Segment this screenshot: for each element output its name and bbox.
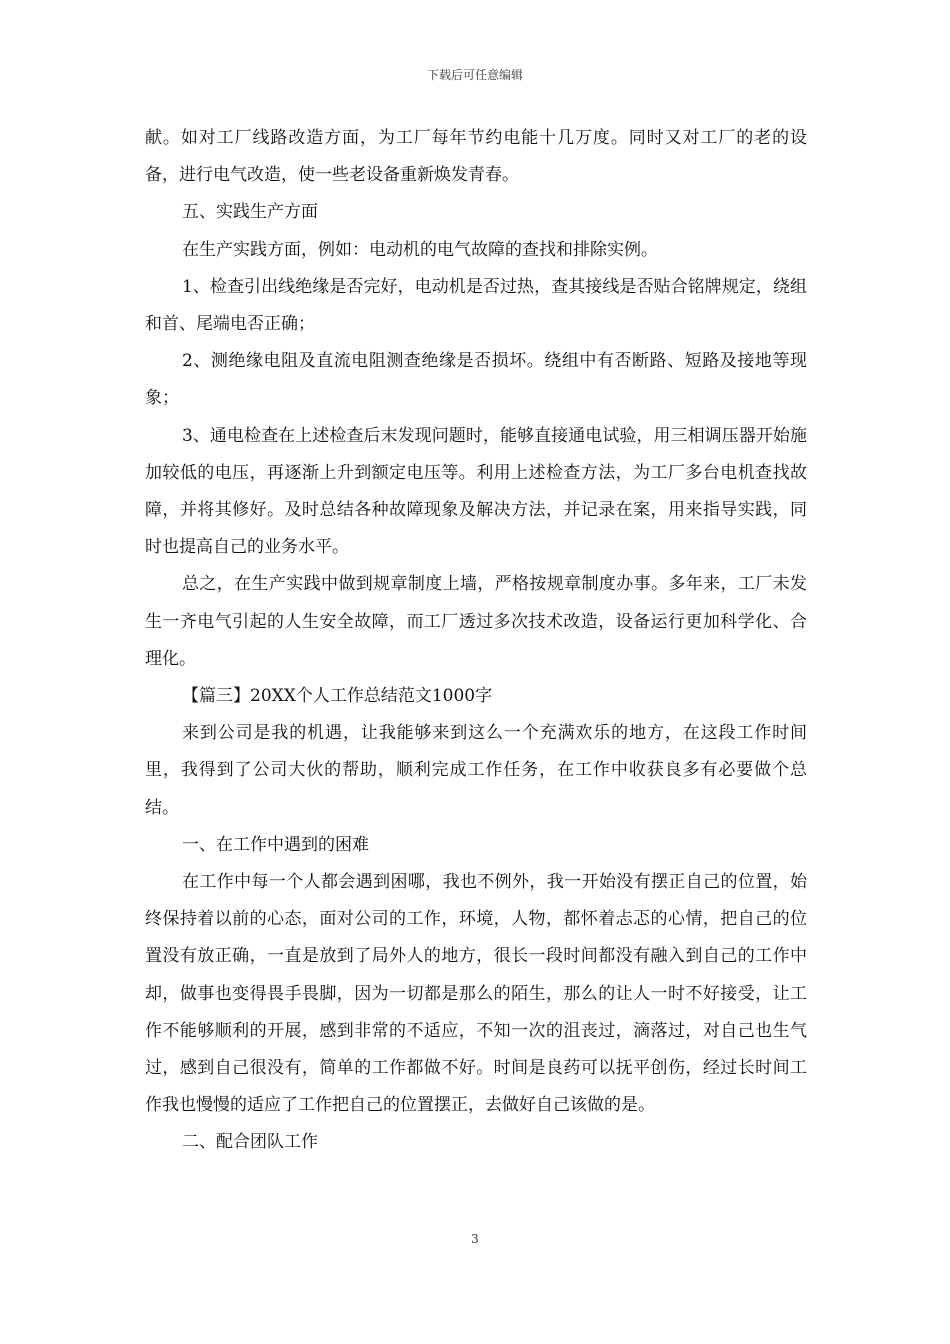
list-item: 2、测绝缘电阻及直流电阻测查绝缘是否损坏。绕组中有否断路、短路及接地等现象； — [145, 351, 807, 409]
paragraph: 总之，在生产实践中做到规章制度上墙，严格按规章制度办事。多年来，工厂未发生一齐电气引起的人生安全故障，而工厂透过多次技术改造，设备运行更加科学化、合理化。 — [145, 574, 807, 669]
page-number: 3 — [471, 1232, 479, 1246]
paragraph: 献。如对工厂线路改造方面，为工厂每年节约电能十几万度。同时又对工厂的老的设备，进行电气改造，使一些老设备重新焕发青春。 — [145, 128, 807, 186]
section-heading: 二、配合团队工作 — [182, 1132, 318, 1153]
page-header: 下载后可任意编辑 — [426, 68, 523, 82]
paragraph: 在工作中每一个人都会遇到困哪，我也不例外，我一开始没有摆正自己的位置，始终保持着以前的心态，面对公司的工作，环境，人物，都怀着忐忑的心情，把自己的位置没有放正确，一直是放到了局外人的地方，很长一段时间都没有融入到自己的工作中却，做事也变得畏手畏脚，因为一切都是那么的陌生，那么的让人一时不好接受，让工作不能够顺利的开展，感到非常的不适应，不知一次的沮丧过，滴落过，对自己也生气过，感到自己很没有，简单的工作都做不好。时间是良药可以抚平创伤，经过长时间工作我也慢慢的适应了工作把自己的位置摆正，去做好自己该做的是。 — [145, 872, 807, 1116]
document-body — [145, 120, 807, 1162]
list-item: 3、通电检查在上述检查后末发现问题时，能够直接通电试验，用三相调压器开始施加较低的电压，再逐渐上升到额定电压等。利用上述检查方法，为工厂多台电机查找故障，并将其修好。及时总结各种故障现象及解决方法，并记录在案，用来指导实践，同时也提高自己的业务水平。 — [145, 425, 807, 558]
list-item: 1、检查引出线绝缘是否完好，电动机是否过热，查其接线是否贴合铭牌规定，绕组和首、尾端电否正确； — [145, 276, 807, 335]
paragraph: 在生产实践方面，例如：电动机的电气故障的查找和排除实例。 — [182, 239, 658, 260]
paragraph: 来到公司是我的机遇，让我能够来到这么一个充满欢乐的地方，在这段工作时间里，我得到了公司大伙的帮助，顺利完成工作任务，在工作中收获良多有必要做个总结。 — [145, 723, 807, 818]
section-heading: 一、在工作中遇到的困难 — [182, 834, 369, 855]
section-heading: 五、实践生产方面 — [182, 202, 318, 223]
article-title: 【篇三】20XX个人工作总结范文1000字 — [182, 686, 493, 707]
